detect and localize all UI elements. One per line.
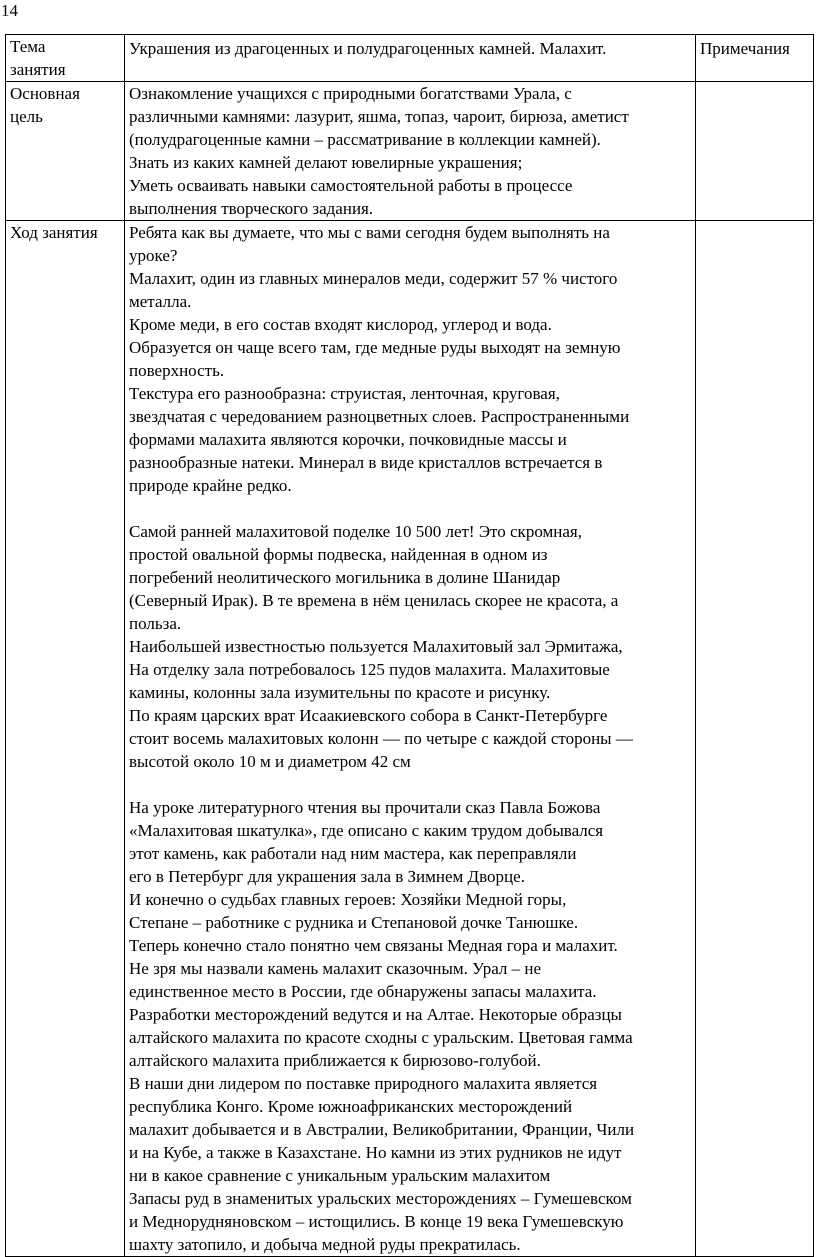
- text-line: На отделку зала потребовалось 125 пудов малахита. Малахитовые: [129, 660, 610, 679]
- text-line: Теперь конечно стало понятно чем связаны Медная гора и малахит.: [129, 936, 618, 955]
- notes-label: Примечания: [700, 39, 790, 58]
- table-row-process: [6, 221, 814, 1257]
- text-line: погребений неолитического могильника в долине Шанидар: [129, 568, 561, 587]
- text-line: малахит добывается и в Австралии, Великобритании, Франции, Чили: [129, 1120, 635, 1139]
- table-row-goal: [6, 82, 814, 221]
- text-line: металла.: [129, 292, 192, 311]
- text-line: Ребята как вы думаете, что мы с вами сегодня будем выполнять на: [129, 223, 610, 242]
- table-row-topic: [6, 35, 814, 82]
- text-line: Малахит, один из главных минералов меди, содержит 57 % чистого: [129, 269, 618, 288]
- text-line: и Меднорудняновском – истощились. В конце 19 века Гумешевскую: [129, 1212, 624, 1231]
- text-line: Запасы руд в знаменитых уральских месторождениях – Гумешевском: [129, 1189, 632, 1208]
- text-line: «Малахитовая шкатулка», где описано с каким трудом добывался: [129, 821, 604, 840]
- text-line: Текстура его разнообразна: струистая, ленточная, круговая,: [129, 384, 560, 403]
- text-line: Самой ранней малахитовой поделке 10 500 лет! Это скромная,: [129, 522, 582, 541]
- process-label: Ход занятия: [10, 223, 98, 242]
- topic-label-line: занятия: [10, 60, 66, 79]
- process-notes-cell: [696, 221, 814, 1257]
- goal-label-cell: [6, 82, 125, 221]
- text-line: (полудрагоценные камни – рассматривание в коллекции камней).: [129, 130, 601, 149]
- text-line: камины, колонны зала изумительны по красоте и рисунку.: [129, 683, 551, 702]
- text-line: различными камнями: лазурит, яшма, топаз, чароит, бирюза, аметист: [129, 107, 629, 126]
- text-line: и на Кубе, а также в Казахстане. Но камни из этих рудников не идут: [129, 1143, 622, 1162]
- text-line: звездчатая с чередованием разноцветных слоев. Распространенными: [129, 407, 630, 426]
- text-line: природе крайне редко.: [129, 476, 292, 495]
- paragraph-spacer: [129, 497, 691, 520]
- text-line: ни в какое сравнение с уникальным уральским малахитом: [129, 1166, 551, 1185]
- process-text-cell: [125, 221, 696, 1257]
- text-line: формами малахита являются корочки, почковидные массы и: [129, 430, 567, 449]
- text-line: Кроме меди, в его состав входят кислород, углерод и вода.: [129, 315, 552, 334]
- text-line: разнообразные натеки. Минерал в виде кристаллов встречается в: [129, 453, 603, 472]
- text-line: стоит восемь малахитовых колонн — по четыре с каждой стороны —: [129, 729, 633, 748]
- text-line: Наибольшей известностью пользуется Малахитовый зал Эрмитажа,: [129, 637, 623, 656]
- goal-notes-cell: [696, 82, 814, 221]
- text-line: высотой около 10 м и диаметром 42 см: [129, 752, 411, 771]
- text-line: И конечно о судьбах главных героев: Хозяйки Медной горы,: [129, 890, 567, 909]
- notes-header-cell: [696, 35, 814, 82]
- goal-text-cell: [125, 82, 696, 221]
- goal-label-line: цель: [10, 107, 43, 126]
- text-line: поверхность.: [129, 361, 225, 380]
- text-line: простой овальной формы подвеска, найденная в одном из: [129, 545, 548, 564]
- paragraph-spacer: [129, 773, 691, 796]
- goal-label-line: Основная: [10, 84, 80, 103]
- text-line: Ознакомление учащихся с природными богатствами Урала, с: [129, 84, 572, 103]
- topic-cell: [125, 35, 696, 82]
- text-line: республика Конго. Кроме южноафриканских месторождений: [129, 1097, 573, 1116]
- text-line: единственное место в России, где обнаружены запасы малахита.: [129, 982, 597, 1001]
- process-label-cell: [6, 221, 125, 1257]
- text-line: В наши дни лидером по поставке природного малахита является: [129, 1074, 598, 1093]
- text-line: На уроке литературного чтения вы прочитали сказ Павла Божова: [129, 798, 601, 817]
- text-line: алтайского малахита по красоте сходны с уральским. Цветовая гамма: [129, 1028, 633, 1047]
- text-line: алтайского малахита приближается к бирюзово-голубой.: [129, 1051, 541, 1070]
- text-line: уроке?: [129, 246, 178, 265]
- topic-label-cell: [6, 35, 125, 82]
- lesson-plan-table: [5, 34, 814, 1257]
- text-line: По краям царских врат Исаакиевского собора в Санкт-Петербурге: [129, 706, 608, 725]
- topic-text: Украшения из драгоценных и полудрагоценных камней. Малахит.: [129, 39, 607, 58]
- topic-label-line: Тема: [10, 37, 46, 56]
- text-line: Образуется он чаще всего там, где медные руды выходят на земную: [129, 338, 621, 357]
- text-line: Не зря мы назвали камень малахит сказочным. Урал – не: [129, 959, 542, 978]
- text-line: Уметь осваивать навыки самостоятельной работы в процессе: [129, 176, 573, 195]
- page-number: 14: [1, 1, 18, 20]
- text-line: Степане – работнике с рудника и Степановой дочке Танюшке.: [129, 913, 579, 932]
- text-line: (Северный Ирак). В те времена в нём ценилась скорее не красота, а: [129, 591, 619, 610]
- text-line: Знать из каких камней делают ювелирные украшения;: [129, 153, 523, 172]
- text-line: шахту затопило, и добыча медной руды прекратилась.: [129, 1235, 521, 1254]
- text-line: Разработки месторождений ведутся и на Алтае. Некоторые образцы: [129, 1005, 622, 1024]
- text-line: его в Петербург для украшения зала в Зимнем Дворце.: [129, 867, 525, 886]
- text-line: выполнения творческого задания.: [129, 199, 374, 218]
- text-line: польза.: [129, 614, 182, 633]
- text-line: этот камень, как работали над ним мастера, как переправляли: [129, 844, 577, 863]
